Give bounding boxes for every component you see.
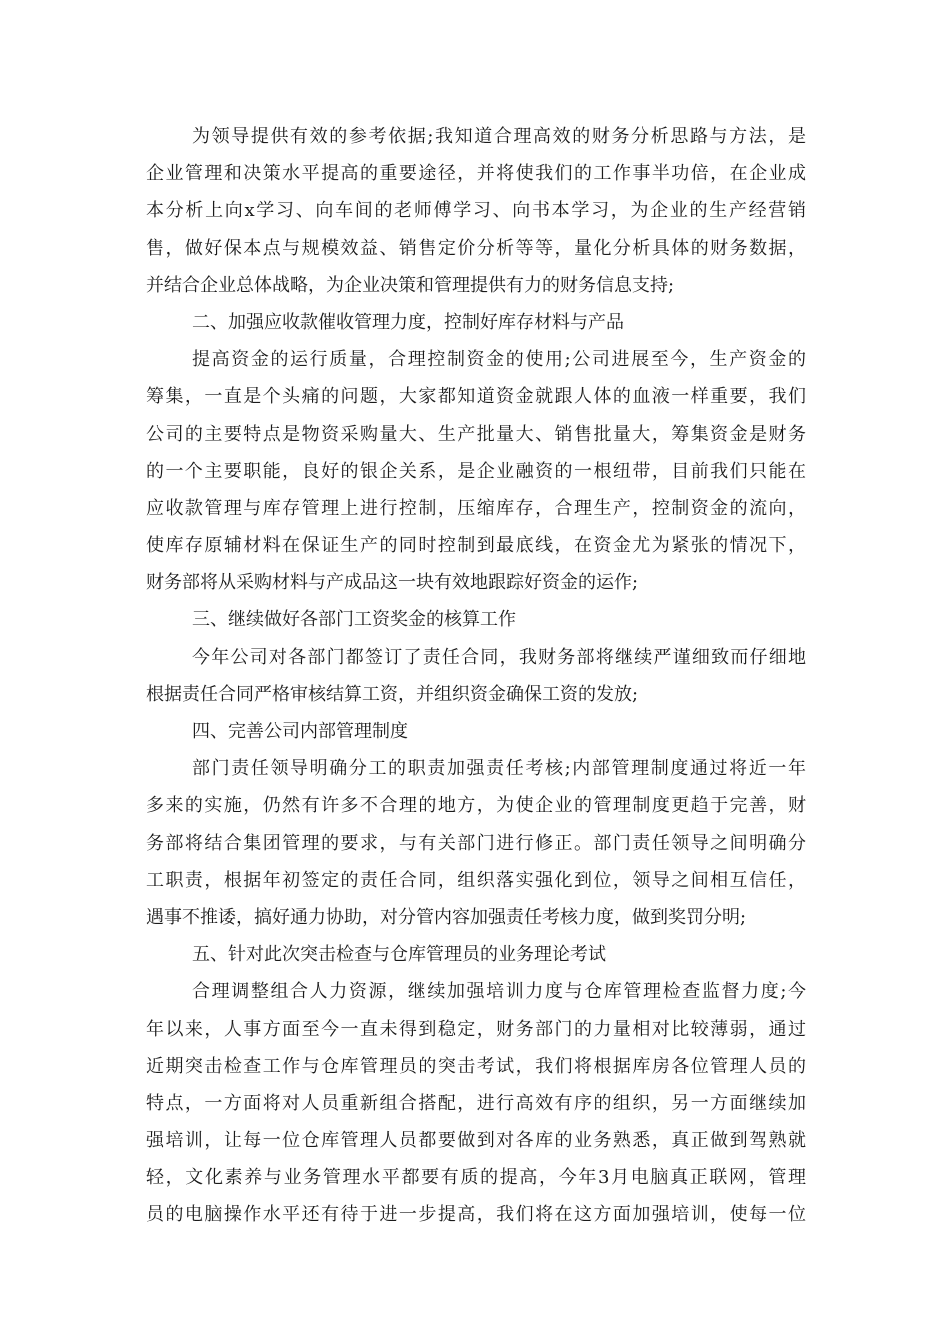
paragraph-line: 今年公司对各部门都签订了责任合同，我财务部将继续严谨细致而仔细地	[192, 646, 806, 668]
paragraph-line: 的一个主要职能，良好的银企关系，是企业融资的一根纽带，目前我们只能在	[146, 460, 806, 482]
paragraph-line: 财务部将从采购材料与产成品这一块有效地跟踪好资金的运作;	[146, 572, 639, 594]
paragraph-line: 售，做好保本点与规模效益、销售定价分析等等，量化分析具体的财务数据，	[146, 237, 806, 259]
paragraph-line: 年以来，人事方面至今一直未得到稳定，财务部门的力量相对比较薄弱，通过	[146, 1018, 806, 1040]
paragraph-line: 员的电脑操作水平还有待于进一步提高，我们将在这方面加强培训，使每一位	[146, 1204, 806, 1226]
paragraph-line: 企业管理和决策水平提高的重要途径，并将使我们的工作事半功倍，在企业成	[146, 163, 806, 185]
paragraph-line: 强培训，让每一位仓库管理人员都要做到对各库的业务熟悉，真正做到驾熟就	[146, 1130, 806, 1152]
paragraph-line: 提高资金的运行质量，合理控制资金的使用;公司进展至今，生产资金的	[192, 349, 806, 371]
paragraph-line: 并结合企业总体战略，为企业决策和管理提供有力的财务信息支持;	[146, 274, 675, 296]
paragraph-line: 务部将结合集团管理的要求，与有关部门进行修正。部门责任领导之间明确分	[146, 832, 806, 854]
paragraph-line: 多来的实施，仍然有许多不合理的地方，为使企业的管理制度更趋于完善，财	[146, 795, 806, 817]
paragraph-line: 本分析上向x学习、向车间的老师傅学习、向书本学习，为企业的生产经营销	[146, 200, 806, 222]
paragraph-line: 近期突击检查工作与仓库管理员的突击考试，我们将根据库房各位管理人员的	[146, 1055, 806, 1077]
paragraph-line: 应收款管理与库存管理上进行控制，压缩库存，合理生产，控制资金的流向，	[146, 497, 806, 519]
section-heading: 四、完善公司内部管理制度	[192, 721, 408, 742]
paragraph-line: 工职责，根据年初签定的责任合同，组织落实强化到位，领导之间相互信任，	[146, 869, 806, 891]
paragraph-line: 公司的主要特点是物资采购量大、生产批量大、销售批量大，筹集资金是财务	[146, 423, 806, 445]
paragraph-line: 根据责任合同严格审核结算工资，并组织资金确保工资的发放;	[146, 683, 639, 705]
paragraph-line: 为领导提供有效的参考依据;我知道合理高效的财务分析思路与方法，是	[192, 126, 806, 147]
paragraph-line: 遇事不推诿，搞好通力协助，对分管内容加强责任考核力度，做到奖罚分明;	[146, 906, 747, 928]
section-heading: 二、加强应收款催收管理力度，控制好库存材料与产品	[192, 311, 624, 333]
paragraph-line: 部门责任领导明确分工的职责加强责任考核;内部管理制度通过将近一年	[192, 758, 806, 780]
section-heading: 五、针对此次突击检查与仓库管理员的业务理论考试	[192, 944, 606, 966]
paragraph-line: 合理调整组合人力资源，继续加强培训力度与仓库管理检查监督力度;今	[192, 981, 806, 1003]
section-heading: 三、继续做好各部门工资奖金的核算工作	[192, 609, 516, 631]
paragraph-line: 轻，文化素养与业务管理水平都要有质的提高，今年3月电脑真正联网，管理	[146, 1167, 806, 1189]
paragraph-line: 特点，一方面将对人员重新组合搭配，进行高效有序的组织，另一方面继续加	[146, 1092, 806, 1114]
paragraph-line: 使库存原辅材料在保证生产的同时控制到最底线，在资金尤为紧张的情况下，	[146, 535, 806, 557]
paragraph-line: 筹集，一直是个头痛的问题，大家都知道资金就跟人体的血液一样重要，我们	[146, 386, 806, 408]
document-body	[146, 118, 806, 1234]
